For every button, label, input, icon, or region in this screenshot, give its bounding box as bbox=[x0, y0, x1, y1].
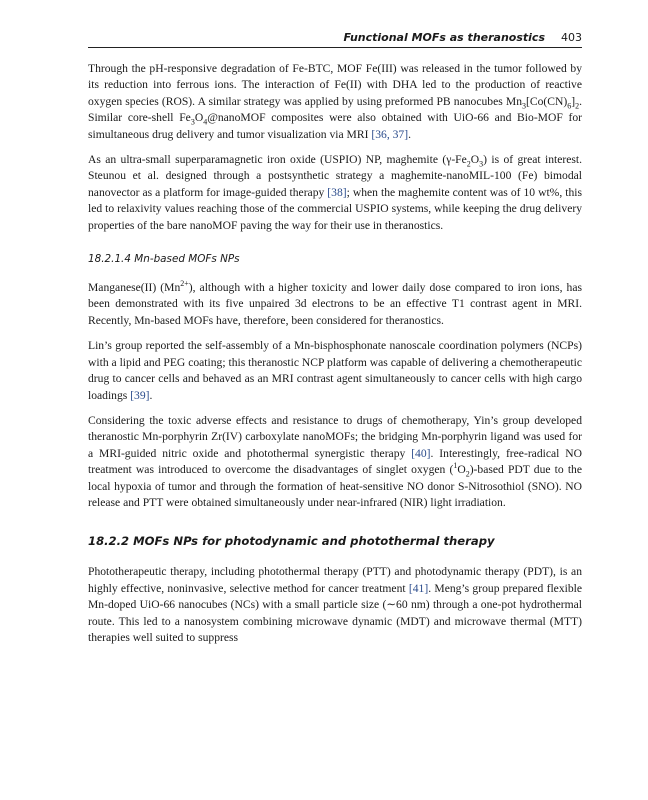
citation-link[interactable]: [41] bbox=[408, 581, 429, 595]
subsection-heading-mn-mofs: 18.2.1.4 Mn-based MOFs NPs bbox=[88, 253, 240, 266]
citation-link[interactable]: [39] bbox=[130, 388, 150, 402]
section-heading-pdt-ptt: 18.2.2 MOFs NPs for photodynamic and photothermal therapy bbox=[88, 534, 495, 549]
paragraph-manganese: Manganese(II) $(Mn^{2+})$, although with a higher toxicity and lower daily dose compared to iron ions, has been demonstrated with its five unpaired 3d electrons to be an effective T1 contrast agent in MRI. Recently, Mn-based MOFs have, therefore, been considered for theranostics. bbox=[88, 279, 583, 327]
paragraph-yin-group: Considering the toxic adverse effects and resistance to drugs of chemotherapy, Yin’s group developed theranostic Mn-porphyrin Zr(IV) carboxylate nanoMOFs; the bridging Mn-porphyrin ligand was used for a MRI-guided nitric oxide and photothermal synergistic therapy [40]. Interestingly, free-radical NO treatment was introduced to overcome the disadvantages of singlet oxygen $(^1O_2)$-based PDT due to the local hypoxia of tumor and through the formation of heat-sensitive NO donor S-Nitrosothiol (SNO). NO release and PTT were obtained simultaneously under near-infrared (NIR) light irradiation. bbox=[88, 413, 582, 509]
running-header bbox=[88, 31, 582, 48]
page-body bbox=[88, 61, 582, 646]
citation-link[interactable]: [40] bbox=[411, 446, 431, 460]
running-title: Functional MOFs as theranostics bbox=[343, 31, 545, 44]
paragraph-lin-group: Lin’s group reported the self-assembly of a Mn-bisphosphonate nanoscale coordination polymers (NCPs) with a lipid and PEG coating; this theranostic NCP platform was capable of delivering a chemotherapeutic drug to cancer cells and behaved as an MRI contrast agent simultaneously to cancer cells with high cargo loadings [39]. bbox=[88, 339, 582, 402]
paragraph-uspio: As an ultra-small superparamagnetic iron oxide (USPIO) NP, maghemite $(\gamma-Fe_2O_3)$ is of great interest. Steunou et al. designed through a postsynthetic strategy a maghemite-nanoMIL-100 (Fe) bimodal nanovector as a platform for image-guided therapy [38]; when the maghemite content was of 10 wt%, this led to relaxivity values reaching those of the commercial USPIO systems, while keeping the drug delivery properties of the bare nanoMOF paving the way for their use in theranostics. bbox=[88, 153, 582, 232]
paragraph-phototherapy: Phototherapeutic therapy, including photothermal therapy (PTT) and photodynamic therapy (PDT), is an highly effective, noninvasive, selective method for cancer treatment [41]. Meng’s group prepared flexible Mn-doped UiO-66 nanocubes (NCs) with a small particle size (∼60 nm) through a one-pot hydrothermal route. This led to a nanosystem combining microwave dynamic (MDT) and microwave thermal (MTT) therapies well suited to suppress bbox=[88, 565, 582, 644]
citation-link[interactable]: [36, 37] bbox=[371, 127, 409, 141]
page-number: 403 bbox=[561, 31, 582, 44]
citation-link[interactable]: [38] bbox=[327, 185, 347, 199]
paragraph-fe-btc: Through the pH-responsive degradation of Fe-BTC, MOF Fe(III) was released in the tumor followed by its reduction into ferrous ions. The interaction of Fe(II) with DHA led to the production of reactive oxygen species (ROS). A similar strategy was applied by using preformed PB nanocubes $Mn_3[Co(CN)_6]_2$. Similar core-shell $Fe_3O_4@nanoMOF$ composites were also obtained with UiO-66 and Bio-MOF for simultaneous drug delivery and tumor visualization via MRI [36, 37]. bbox=[88, 62, 583, 141]
